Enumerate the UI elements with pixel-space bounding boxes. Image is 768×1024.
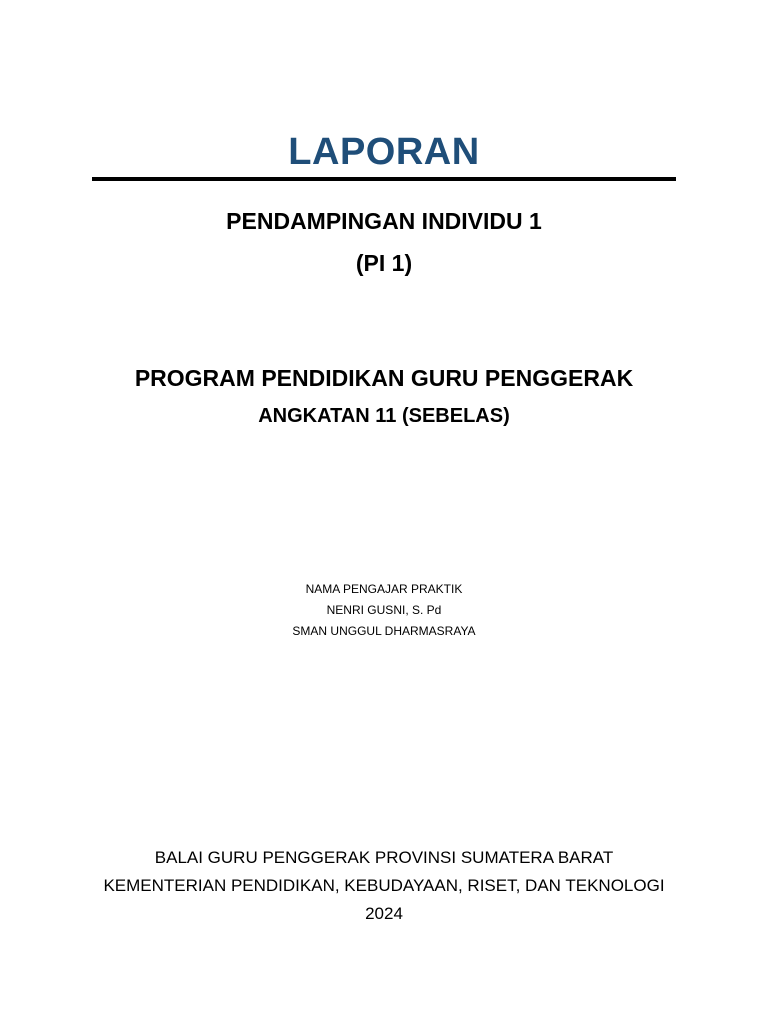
footer-institution: BALAI GURU PENGGERAK PROVINSI SUMATERA BARAT bbox=[154, 848, 614, 867]
footer-year: 2024 bbox=[365, 904, 403, 923]
program-name: PROGRAM PENDIDIKAN GURU PENGGERAK bbox=[134, 365, 634, 391]
title-underline-rule bbox=[92, 177, 676, 181]
report-subtitle: PENDAMPINGAN INDIVIDU 1 bbox=[226, 208, 542, 234]
instructor-name: NENRI GUSNI, S. Pd bbox=[326, 603, 442, 617]
school-name: SMAN UNGGUL DHARMASRAYA bbox=[292, 624, 476, 638]
instructor-role-label: NAMA PENGAJAR PRAKTIK bbox=[305, 582, 463, 596]
report-subtitle-abbreviation: (PI 1) bbox=[355, 250, 413, 276]
document-title: LAPORAN bbox=[288, 131, 480, 173]
cohort-name: ANGKATAN 11 (SEBELAS) bbox=[258, 405, 510, 427]
footer-ministry: KEMENTERIAN PENDIDIKAN, KEBUDAYAAN, RISET, DAN TEKNOLOGI bbox=[103, 876, 665, 895]
